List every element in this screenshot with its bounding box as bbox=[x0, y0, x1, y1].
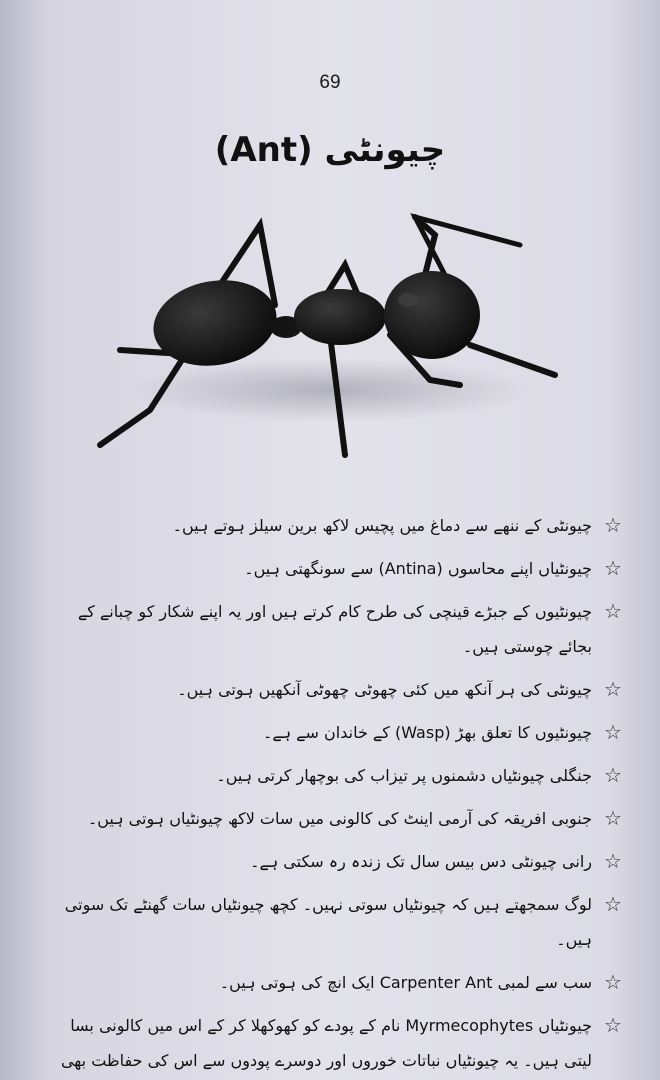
star-icon: ☆ bbox=[604, 513, 622, 537]
star-icon: ☆ bbox=[604, 892, 622, 916]
fact-text: چیونٹی کی ہر آنکھ میں کئی چھوٹی چھوٹی آنکھیں ہوتی ہیں۔ bbox=[177, 680, 592, 699]
ant-photo-icon bbox=[90, 205, 570, 475]
fact-text: سب سے لمبی Carpenter Ant ایک انچ کی ہوتی ہیں۔ bbox=[219, 973, 592, 992]
fact-text: رانی چیونٹی دس بیس سال تک زندہ رہ سکتی ہے۔ bbox=[250, 852, 592, 871]
fact-text: چیونٹیوں کا تعلق بھڑ (Wasp) کے خاندان سے ہے۔ bbox=[262, 723, 592, 742]
list-item bbox=[40, 508, 630, 543]
list-item bbox=[40, 672, 630, 707]
star-icon: ☆ bbox=[604, 970, 622, 994]
fact-text: جنوبی افریقہ کی آرمی اینٹ کی کالونی میں سات لاکھ چیونٹیاں ہوتی ہیں۔ bbox=[87, 809, 592, 828]
list-item bbox=[40, 801, 630, 836]
facts-list bbox=[40, 508, 630, 1080]
fact-text: چیونٹی کے ننھے سے دماغ میں پچیس لاکھ برین سیلز ہوتے ہیں۔ bbox=[172, 516, 592, 535]
list-item bbox=[40, 1008, 630, 1078]
star-icon: ☆ bbox=[604, 556, 622, 580]
fact-text: لوگ سمجھتے ہیں کہ چیونٹیاں سوتی نہیں۔ کچھ چیونٹیاں سات گھنٹے تک سوتی ہیں۔ bbox=[64, 895, 592, 949]
star-icon: ☆ bbox=[604, 599, 622, 623]
fact-text: چیونٹیاں اپنے محاسوں (Antina) سے سونگھتی ہیں۔ bbox=[244, 559, 592, 578]
list-item bbox=[40, 965, 630, 1000]
star-icon: ☆ bbox=[604, 677, 622, 701]
star-icon: ☆ bbox=[604, 720, 622, 744]
star-icon: ☆ bbox=[604, 806, 622, 830]
list-item bbox=[40, 887, 630, 957]
page-title: چیونٹی (Ant) bbox=[214, 130, 446, 170]
fact-text: جنگلی چیونٹیاں دشمنوں پر تیزاب کی بوچھار کرتی ہیں۔ bbox=[216, 766, 592, 785]
star-icon: ☆ bbox=[604, 763, 622, 787]
list-item bbox=[40, 758, 630, 793]
list-item bbox=[40, 844, 630, 879]
list-item bbox=[40, 594, 630, 664]
fact-text: چیونٹیاں Myrmecophytes نام کے پودے کو کھوکھلا کر کے اس میں کالونی بسا لیتی ہیں۔ یہ چیونٹیاں نباتات خوروں اور دوسرے پودوں سے اس کی حفاظت بھی bbox=[60, 1016, 592, 1070]
page-number: 69 bbox=[319, 72, 341, 93]
list-item bbox=[40, 715, 630, 750]
star-icon: ☆ bbox=[604, 1013, 622, 1037]
star-icon: ☆ bbox=[604, 849, 622, 873]
fact-text: چیونٹیوں کے جبڑے قینچی کی طرح کام کرتے ہیں اور یہ اپنے شکار کو چبانے کے بجائے چوستی ہیں۔ bbox=[77, 602, 592, 656]
list-item bbox=[40, 551, 630, 586]
